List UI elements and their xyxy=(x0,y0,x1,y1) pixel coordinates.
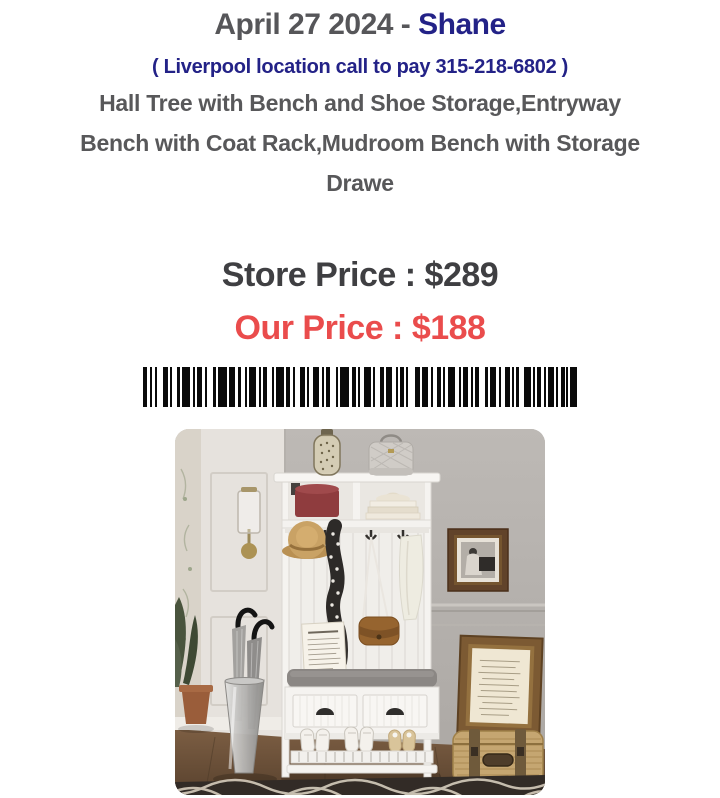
hall-tree xyxy=(274,429,440,777)
hall-tree-scene-illustration xyxy=(175,429,545,795)
wicker-basket xyxy=(453,729,543,783)
location-call-note: ( Liverpool location call to pay 315-218-6802 ) xyxy=(151,56,569,78)
date-label: April 27 2024 - xyxy=(214,8,419,41)
product-title-line-3: Drawe xyxy=(326,170,394,196)
drawer-right xyxy=(363,695,427,727)
product-title-line-2: Bench with Coat Rack,Mudroom Bench with Storage xyxy=(80,130,640,156)
leaning-art-frame xyxy=(457,636,542,737)
page-title xyxy=(0,0,720,43)
store-price: Store Price : $289 xyxy=(221,256,499,294)
product-title xyxy=(0,83,720,203)
drawer-left xyxy=(293,695,357,727)
product-image xyxy=(175,429,545,795)
barcode xyxy=(143,367,577,407)
customer-name: Shane xyxy=(418,8,506,41)
decor-hat-box xyxy=(291,483,339,517)
framed-photo xyxy=(448,529,508,591)
product-title-line-1: Hall Tree with Bench and Shoe Storage,Entryway xyxy=(99,90,621,116)
our-price: Our Price : $188 xyxy=(234,309,486,347)
